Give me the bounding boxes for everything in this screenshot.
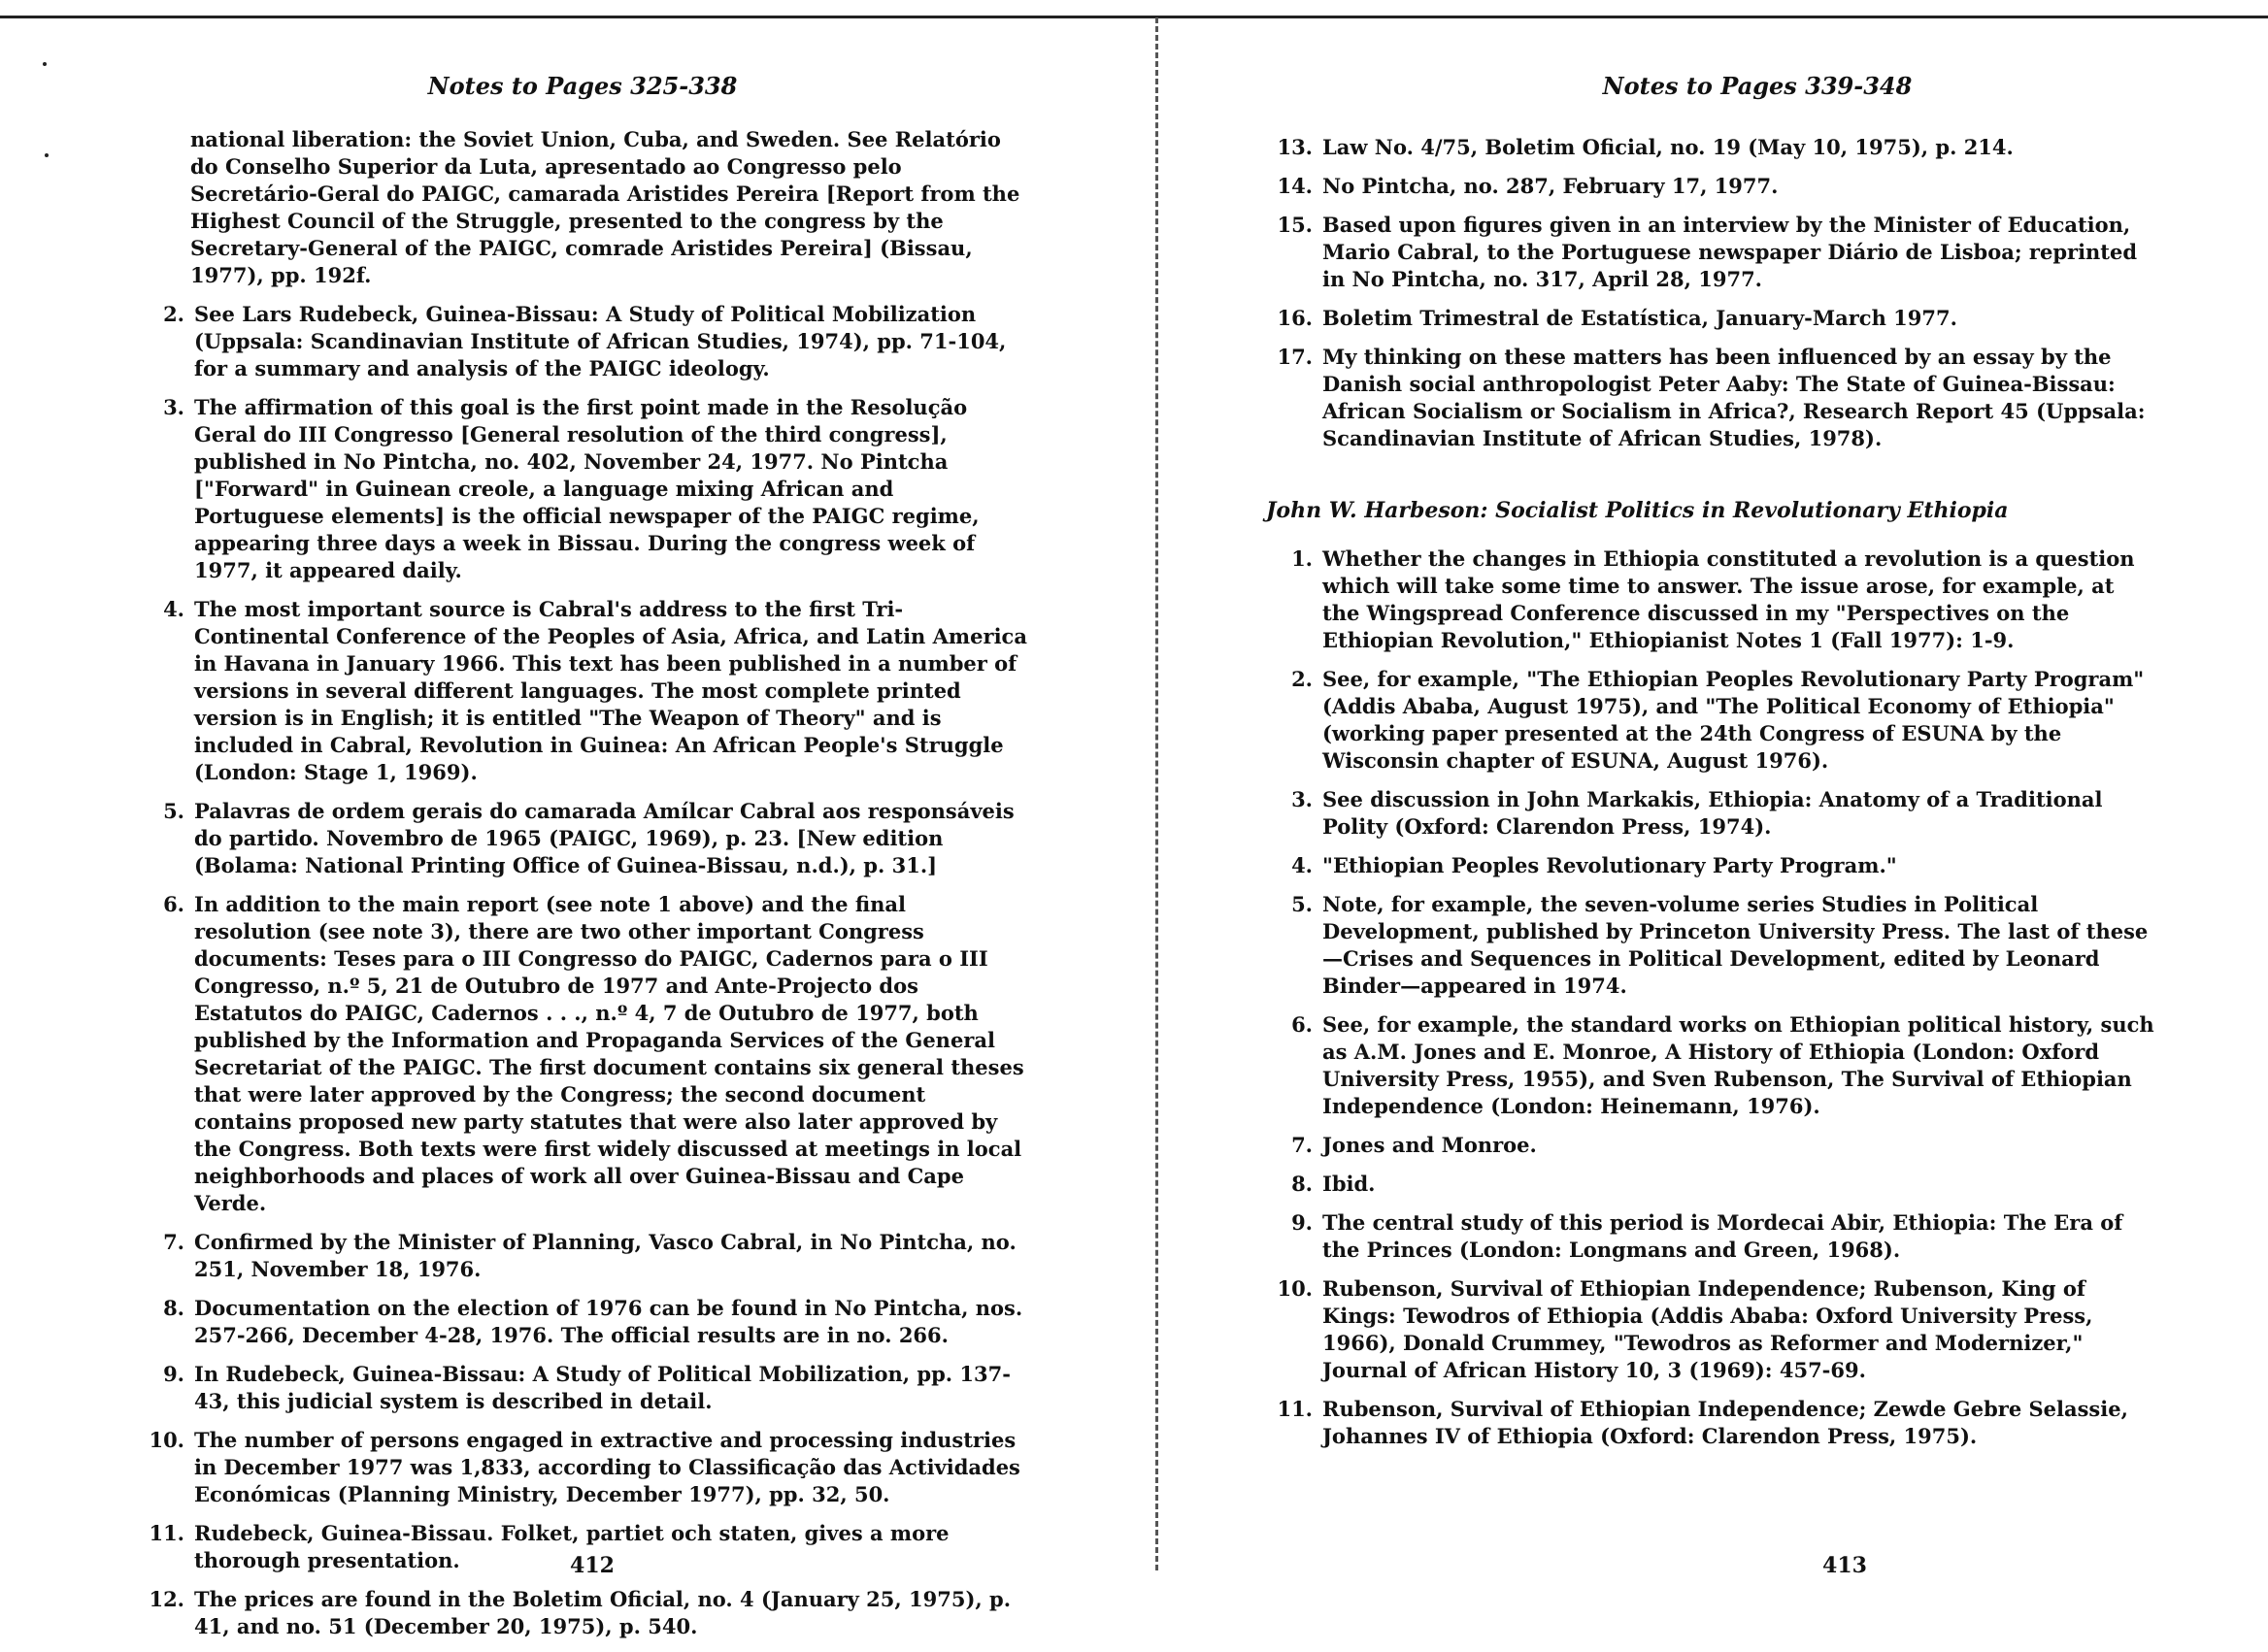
note-continuation	[153, 126, 1027, 289]
note-number: 17.	[1277, 345, 1313, 369]
note-text: "Ethiopian Peoples Revolutionary Party Program."	[1322, 853, 1897, 877]
note-item	[1282, 545, 2155, 654]
note-number: 6.	[163, 892, 184, 916]
note-number: 7.	[1291, 1133, 1313, 1157]
note-text: Confirmed by the Minister of Planning, Vasco Cabral, in No Pintcha, no. 251, November 18, 1976.	[194, 1230, 1017, 1281]
note-number: 5.	[163, 799, 184, 823]
note-item	[1277, 1275, 2155, 1384]
note-number: 5.	[1291, 892, 1313, 916]
note-text: Note, for example, the seven-volume series Studies in Political Development, published by Princeton University Press. The last of these—Crises and Sequences in Political Development, edited by Leonard Binder—appeared in 1974.	[1322, 892, 2149, 998]
note-item	[1282, 1171, 2155, 1198]
note-item	[1277, 134, 2155, 161]
note-item	[153, 1361, 1027, 1415]
note-item	[1282, 852, 2155, 879]
note-number: 2.	[163, 302, 184, 326]
notes-list	[149, 126, 1027, 1652]
note-item	[1282, 1011, 2155, 1120]
page-number: 412	[570, 1553, 615, 1578]
note-number: 4.	[1291, 853, 1313, 877]
note-number: 10.	[1277, 1276, 1313, 1301]
note-item	[1282, 666, 2155, 775]
running-head: Notes to Pages 325-338	[427, 72, 738, 100]
note-number: 11.	[1277, 1397, 1313, 1421]
note-text: See, for example, "The Ethiopian Peoples Revolutionary Party Program" (Addis Ababa, August 1975), and "The Political Economy of Ethiopia" (working paper presented at the 24th Congress of ESUNA by the Wisconsin chapter of ESUNA, August 1976).	[1322, 667, 2145, 773]
note-text: Rubenson, Survival of Ethiopian Independence; Rubenson, King of Kings: Tewodros of Ethiopia (Addis Ababa: Oxford University Press, 1966), Donald Crummey, "Tewodros as Reformer and Modernizer," Journal of African History 10, 3 (1969): 457-69.	[1322, 1276, 2093, 1382]
note-text: national liberation: the Soviet Union, Cuba, and Sweden. See Relatório do Conselho Superior da Luta, apresentado ao Congresso pelo Secretário-Geral do PAIGC, camarada Aristides Pereira [Report from the Highest Council of the Struggle, presented to the congress by the Secretary-General of the PAIGC, comrade Aristides Pereira] (Bissau, 1977), pp. 192f.	[190, 127, 1020, 287]
note-number: 9.	[1291, 1210, 1313, 1235]
note-item	[1277, 1396, 2155, 1450]
note-text: Based upon figures given in an interview by the Minister of Education, Mario Cabral, to the Portuguese newspaper Diário de Lisboa; reprinted in No Pintcha, no. 317, April 28, 1977.	[1322, 213, 2138, 291]
note-text: The prices are found in the Boletim Oficial, no. 4 (January 25, 1975), p. 41, and no. 51 (December 20, 1975), p. 540.	[194, 1587, 1012, 1638]
note-text: My thinking on these matters has been influenced by an essay by the Danish social anthropologist Peter Aaby: The State of Guinea-Bissau: African Socialism or Socialism in Africa?, Research Report 45 (Uppsala: Scandinavian Institute of African Studies, 1978).	[1322, 345, 2146, 450]
note-text: See discussion in John Markakis, Ethiopia: Anatomy of a Traditional Polity (Oxford: Clarendon Press, 1974).	[1322, 787, 2103, 839]
note-text: Jones and Monroe.	[1322, 1133, 1537, 1157]
note-item	[153, 1295, 1027, 1349]
running-head: Notes to Pages 339-348	[1602, 72, 1913, 100]
note-item	[1282, 786, 2155, 841]
note-item	[153, 301, 1027, 382]
section-heading: John W. Harbeson: Socialist Politics in Revolutionary Ethiopia	[1266, 498, 2009, 523]
note-number: 8.	[1291, 1172, 1313, 1196]
note-text: See, for example, the standard works on Ethiopian political history, such as A.M. Jones and E. Monroe, A History of Ethiopia (London: Oxford University Press, 1955), and Sven Rubenson, The Survival of Ethiopian Independence (London: Heinemann, 1976).	[1322, 1012, 2154, 1118]
note-number: 4.	[163, 597, 184, 621]
note-item	[1277, 344, 2155, 452]
note-text: Documentation on the election of 1976 can be found in No Pintcha, nos. 257-266, December 4-28, 1976. The official results are in no. 266.	[194, 1296, 1023, 1347]
note-item	[153, 596, 1027, 786]
note-item	[1282, 1132, 2155, 1159]
note-text: The central study of this period is Mordecai Abir, Ethiopia: The Era of the Princes (London: Longmans and Green, 1968).	[1322, 1210, 2123, 1262]
note-number: 7.	[163, 1230, 184, 1254]
page-number: 413	[1822, 1553, 1867, 1578]
note-text: The affirmation of this goal is the first point made in the Resolução Geral do III Congresso [General resolution of the third congress], published in No Pintcha, no. 402, November 24, 1977. No Pintcha ["Forward" in Guinean creole, a language mixing African and Portuguese elements] is the official newspaper of the PAIGC regime, appearing three days a week in Bissau. During the congress week of 1977, it appeared daily.	[194, 395, 980, 582]
note-number: 16.	[1277, 306, 1313, 330]
note-item	[1277, 212, 2155, 293]
note-text: Rubenson, Survival of Ethiopian Independence; Zewde Gebre Selassie, Johannes IV of Ethiopia (Oxford: Clarendon Press, 1975).	[1322, 1397, 2128, 1448]
note-text: Whether the changes in Ethiopia constituted a revolution is a question which will take some time to answer. The issue arose, for example, at the Wingspread Conference discussed in my "Perspectives on the Ethiopian Revolution," Ethiopianist Notes 1 (Fall 1977): 1-9.	[1322, 546, 2135, 652]
note-item	[153, 1229, 1027, 1283]
note-number: 12.	[149, 1587, 184, 1611]
note-number: 3.	[1291, 787, 1313, 811]
note-number: 3.	[163, 395, 184, 419]
note-text: Rudebeck, Guinea-Bissau. Folket, partiet och staten, gives a more thorough presentation.	[194, 1521, 950, 1572]
note-number: 15.	[1277, 213, 1313, 237]
note-item	[153, 798, 1027, 879]
note-item	[1277, 305, 2155, 332]
notes-list	[1266, 134, 2155, 1462]
note-item	[1277, 173, 2155, 200]
note-item	[1282, 891, 2155, 1000]
note-text: See Lars Rudebeck, Guinea-Bissau: A Study of Political Mobilization (Uppsala: Scandinavian Institute of African Studies, 1974), pp. 71-104, for a summary and analysis of the PAIGC ideology.	[194, 302, 1007, 380]
note-item	[153, 891, 1027, 1217]
note-text: Ibid.	[1322, 1172, 1376, 1196]
note-item	[149, 1586, 1027, 1640]
note-item	[1282, 1209, 2155, 1264]
note-text: In Rudebeck, Guinea-Bissau: A Study of Political Mobilization, pp. 137-43, this judicial system is described in detail.	[194, 1362, 1011, 1413]
note-number: 8.	[163, 1296, 184, 1320]
right-page	[1165, 0, 2268, 1584]
note-number: 13.	[1277, 135, 1313, 159]
note-text: The number of persons engaged in extractive and processing industries in December 1977 was 1,833, according to Classificação das Actividades Económicas (Planning Ministry, December 1977), pp. 32, 50.	[194, 1428, 1020, 1506]
note-number: 14.	[1277, 174, 1313, 198]
note-number: 2.	[1291, 667, 1313, 691]
note-text: In addition to the main report (see note 1 above) and the final resolution (see note 3), there are two other important Congress documents: Teses para o III Congresso do PAIGC, Cadernos para o III Congresso, n.º 5, 21 de Outubro de 1977 and Ante-Projecto dos Estatutos do PAIGC, Cadernos . . ., n.º 4, 7 de Outubro de 1977, both published by the Information and Propaganda Services of the General Secretariat of the PAIGC. The first document contains six general theses that were later approved by the Congress; the second document contains proposed new party statutes that were also later approved by the Congress. Both texts were first widely discussed at meetings in local neighborhoods and places of work all over Guinea-Bissau and Cape Verde.	[194, 892, 1024, 1215]
note-number: 1.	[1291, 546, 1313, 571]
note-number: 6.	[1291, 1012, 1313, 1037]
note-item	[149, 1427, 1027, 1508]
note-number: 11.	[149, 1521, 184, 1545]
note-item	[153, 394, 1027, 584]
note-number: 9.	[163, 1362, 184, 1386]
note-text: Palavras de ordem gerais do camarada Amílcar Cabral aos responsáveis do partido. Novembro de 1965 (PAIGC, 1969), p. 23. [New edition (Bolama: National Printing Office of Guinea-Bissau, n.d.), p. 31.]	[194, 799, 1015, 877]
note-text: No Pintcha, no. 287, February 17, 1977.	[1322, 174, 1779, 198]
note-text: The most important source is Cabral's address to the first Tri-Continental Conference of the Peoples of Asia, Africa, and Latin America in Havana in January 1966. This text has been published in a number of versions in several different languages. The most complete printed version is in English; it is entitled "The Weapon of Theory" and is included in Cabral, Revolution in Guinea: An African People's Struggle (London: Stage 1, 1969).	[194, 597, 1027, 784]
note-text: Boletim Trimestral de Estatística, January-March 1977.	[1322, 306, 1957, 330]
note-number: 10.	[149, 1428, 184, 1452]
book-gutter	[1155, 17, 1158, 1570]
note-text: Law No. 4/75, Boletim Oficial, no. 19 (May 10, 1975), p. 214.	[1322, 135, 2014, 159]
